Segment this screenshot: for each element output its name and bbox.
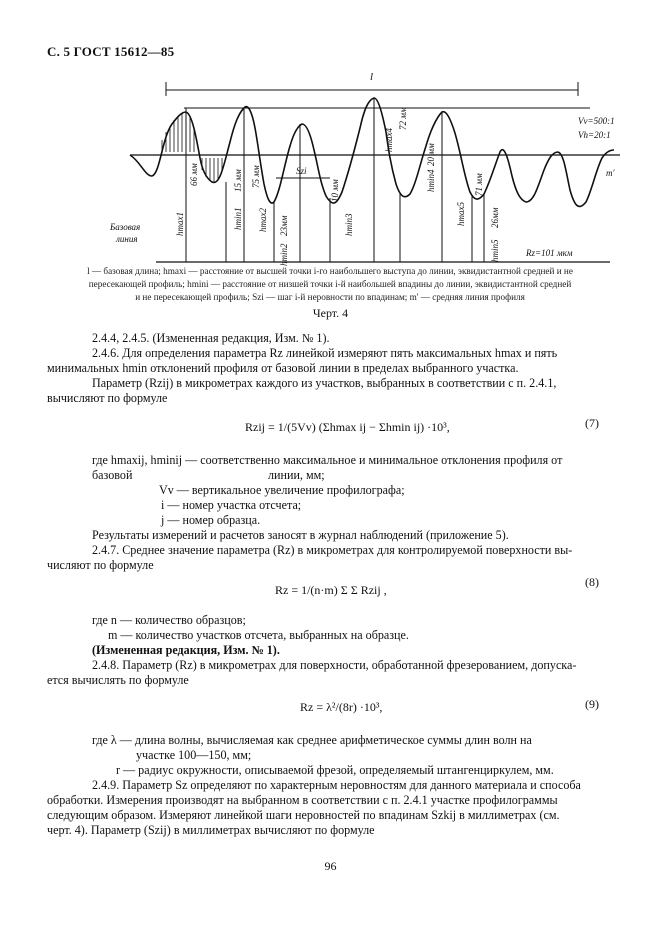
label-23: 23мм bbox=[279, 215, 289, 236]
def-hmax-a: где hmaxij, hminij — соответственно максимальное и минимальное отклонения профиля от базовой bbox=[92, 453, 563, 482]
def-i: i — номер участка отсчета; bbox=[161, 498, 302, 512]
figure-caption-line-1: l — базовая длина; hmaxi — расстояние от высшей точки i-го наибольшего выступа до линии, эквидистантной средней и не bbox=[87, 266, 573, 276]
label-hmin3: hmin3 bbox=[344, 213, 354, 236]
def-hmax-b: линии, мм; bbox=[268, 468, 325, 482]
label-base-2: линия bbox=[116, 234, 138, 244]
label-hmin5: hmin5 bbox=[490, 239, 500, 262]
label-m: m' bbox=[606, 168, 615, 178]
figure-title: Черт. 4 bbox=[312, 306, 349, 320]
label-15: 15 мм bbox=[233, 169, 243, 192]
equation-7: Rzij = 1/(5Vv) (Σhmax ij − Σhmin ij) ·10³, bbox=[245, 420, 450, 434]
def-n: где n — количество образцов; bbox=[92, 613, 246, 627]
label-75: 75 мм bbox=[251, 165, 261, 188]
para-results: Результаты измерений и расчетов заносят в журнал наблюдений (приложение 5). bbox=[92, 528, 509, 542]
equation-9-number: (9) bbox=[585, 697, 599, 711]
para-2-4-6-a: 2.4.6. Для определения параметра Rz линейкой измеряют пять максимальных hmax и пять bbox=[92, 346, 558, 360]
para-rzij-b: вычисляют по формуле bbox=[47, 391, 168, 405]
profilogram-figure bbox=[110, 66, 620, 266]
label-l: l bbox=[370, 71, 374, 83]
para-rzij-a: Параметр (Rzij) в микрометрах каждого из участков, выбранных в соответствии с п. 2.4.1, bbox=[92, 376, 557, 390]
label-base-1: Базовая bbox=[110, 222, 141, 232]
para-2-4-9-a: 2.4.9. Параметр Sz определяют по характерным неровностям для данного материала и способа bbox=[92, 778, 581, 792]
label-hmax2: hmax2 bbox=[258, 208, 268, 232]
equation-7-number: (7) bbox=[585, 416, 599, 430]
para-2-4-6-b: минимальных hmin отклонений профиля от базовой линии в пределах выбранного участка. bbox=[47, 361, 519, 375]
label-66: 66 мм bbox=[189, 163, 199, 186]
def-j: j — номер образца. bbox=[161, 513, 261, 527]
label-20: 20 мм bbox=[426, 143, 436, 166]
def-r: r — радиус окружности, описываемой фрезой, определяемый штангенциркулем, мм. bbox=[116, 763, 554, 777]
equation-8-number: (8) bbox=[585, 575, 599, 589]
para-2-4-8-b: ется вычислять по формуле bbox=[47, 673, 189, 687]
label-hmin4: hmin4 bbox=[426, 169, 436, 192]
para-2-4-9-b: обработки. Измерения производят на выбранном в соответствии с п. 2.4.1 участке профилограммы bbox=[47, 793, 558, 807]
figure-caption-line-3: и не пересекающей профиль; Szi — шаг i-й неровности по впадинам; m' — средняя линия профиля bbox=[135, 292, 525, 302]
para-2-4-7-a: 2.4.7. Среднее значение параметра (Rz) в микрометрах для контролируемой поверхности вы- bbox=[92, 543, 573, 557]
label-hmax4: hmax4 bbox=[384, 128, 394, 152]
profile-curve bbox=[130, 98, 614, 206]
para-2-4-8-a: 2.4.8. Параметр (Rz) в микрометрах для поверхности, обработанной фрезерованием, допуска- bbox=[92, 658, 577, 672]
label-71: 71 мм bbox=[474, 173, 484, 196]
para-2-4-7-b: числяют по формуле bbox=[47, 558, 154, 572]
label-rz: Rz=101 мкм bbox=[526, 248, 573, 258]
para-2-4-4: 2.4.4, 2.4.5. (Измененная редакция, Изм. № 1). bbox=[92, 331, 330, 345]
equation-8: Rz = 1/(n·m) Σ Σ Rzij , bbox=[275, 583, 387, 597]
page-number: 96 bbox=[324, 859, 337, 873]
def-m: m — количество участков отсчета, выбранных на образце. bbox=[108, 628, 409, 642]
label-vv: Vv=500:1 bbox=[578, 116, 615, 126]
para-amendment: (Измененная редакция, Изм. № 1). bbox=[92, 643, 280, 657]
label-hmax5: hmax5 bbox=[456, 202, 466, 226]
para-2-4-9-c: следующим образом. Измеряют линейкой шаги неровностей по впадинам Szkij в миллиметрах (см. bbox=[47, 808, 560, 822]
label-hmin1: hmin1 bbox=[233, 207, 243, 230]
page-header: С. 5 ГОСТ 15612—85 bbox=[47, 44, 175, 59]
def-vv: Vv — вертикальное увеличение профилографа; bbox=[159, 483, 405, 497]
figure-caption-line-2: пересекающей профиль; hmini — расстояние от низшей точки i-й наибольшей впадины до линии, эквидистантной средней bbox=[88, 279, 572, 289]
label-10: 10 мм bbox=[330, 179, 340, 202]
def-lambda-b: участке 100—150, мм; bbox=[136, 748, 252, 762]
label-vh: Vh=20:1 bbox=[578, 130, 611, 140]
para-2-4-9-d: черт. 4). Параметр (Szij) в миллиметрах вычисляют по формуле bbox=[47, 823, 375, 837]
equation-9: Rz = λ²/(8r) ·10³, bbox=[300, 700, 383, 714]
label-hmin2: hmin2 bbox=[279, 243, 289, 266]
label-72: 72 мм bbox=[398, 107, 408, 130]
label-hmax1: hmax1 bbox=[175, 212, 185, 236]
label-szi: Szi bbox=[296, 166, 307, 176]
label-26: 26мм bbox=[490, 207, 500, 228]
def-lambda-a: где λ — длина волны, вычисляемая как среднее арифметическое суммы длин волн на bbox=[92, 733, 532, 747]
